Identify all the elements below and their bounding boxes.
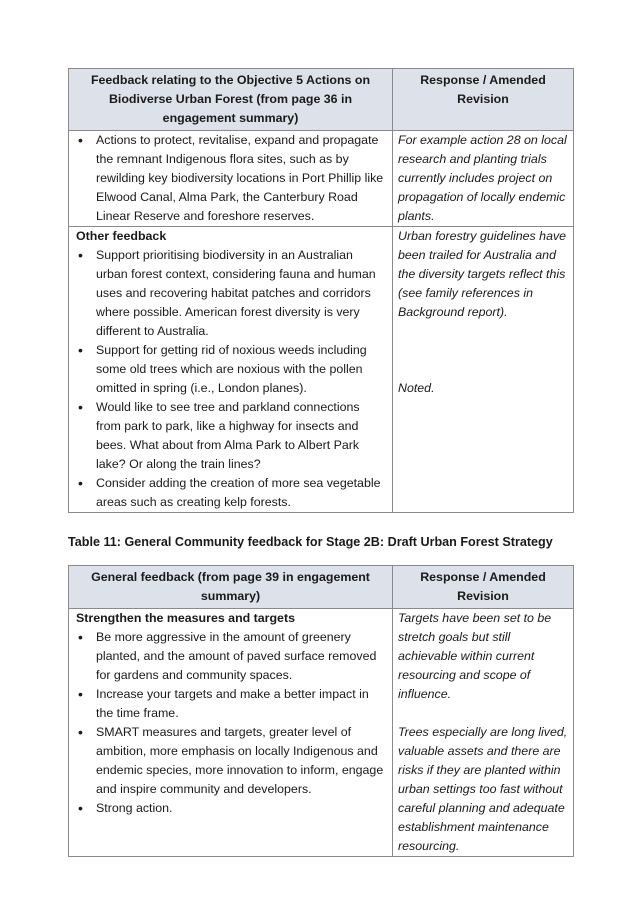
feedback-cell — [69, 609, 393, 857]
response-text: For example action 28 on local research and planting trials currently includes project on propagation of locally endemic plants. — [398, 133, 567, 223]
objective-5-feedback-table — [68, 68, 574, 513]
response-cell — [393, 131, 574, 227]
table-row — [69, 609, 574, 857]
list-item: • Actions to protect, revitalise, expand and propagate the remnant Indigenous flora sites, such as by rewilding key biodiversity locations in Port Phillip like Elwood Canal, Alma Park, the Canterbury Road Linear Reserve and foreshore reserves. — [74, 131, 387, 226]
response-column-header: Response / Amended Revision — [393, 566, 574, 609]
list-item: • Consider adding the creation of more sea vegetable areas such as creating kelp forests. — [74, 474, 387, 512]
response-column-header: Response / Amended Revision — [393, 69, 574, 131]
table-row — [69, 227, 574, 513]
feedback-list — [74, 131, 387, 226]
response-text: Targets have been set to be stretch goals but still achievable within current resourcing and scope of influence. — [398, 611, 552, 701]
response-text: Trees especially are long lived, valuable assets and there are risks if they are planted within urban settings too fast without careful planning and adequate establishment maintenance resourcing. — [398, 725, 568, 853]
response-text: Urban forestry guidelines have been trailed for Australia and the diversity targets reflect this (see family references in Background report). — [398, 229, 567, 319]
feedback-column-header: Feedback relating to the Objective 5 Actions on Biodiverse Urban Forest (from page 36 in engagement summary) — [69, 69, 393, 131]
group-heading: Other feedback — [76, 229, 167, 243]
list-item: • Support for getting rid of noxious weeds including some old trees which are noxious with the pollen omitted in spring (i.e., London planes). — [74, 341, 387, 398]
group-heading: Strengthen the measures and targets — [76, 611, 295, 625]
response-cell — [393, 609, 574, 857]
table-header-row — [69, 69, 574, 131]
feedback-cell — [69, 227, 393, 513]
feedback-list — [74, 628, 387, 818]
list-item: • SMART measures and targets, greater level of ambition, more emphasis on locally Indigenous and endemic species, more innovation to inform, engage and inspire community and developers. — [74, 723, 387, 799]
response-cell — [393, 227, 574, 513]
list-item: • Support prioritising biodiversity in an Australian urban forest context, considering fauna and human uses and recovering habitat patches and corridors where possible. American forest diversity is very different to Australia. — [74, 246, 387, 341]
table-caption: Table 11: General Community feedback for Stage 2B: Draft Urban Forest Strategy — [68, 535, 553, 549]
feedback-cell — [69, 131, 393, 227]
list-item: • Increase your targets and make a better impact in the time frame. — [74, 685, 387, 723]
response-text: Noted. — [398, 381, 435, 395]
list-item: • Strong action. — [74, 799, 387, 818]
list-item: • Be more aggressive in the amount of greenery planted, and the amount of paved surface removed for gardens and community spaces. — [74, 628, 387, 685]
feedback-list — [74, 246, 387, 512]
table-header-row — [69, 566, 574, 609]
general-feedback-table — [68, 565, 574, 857]
list-item: • Would like to see tree and parkland connections from park to park, like a highway for insects and bees. What about from Alma Park to Albert Park lake? Or along the train lines? — [74, 398, 387, 474]
feedback-column-header: General feedback (from page 39 in engagement summary) — [69, 566, 393, 609]
table-row — [69, 131, 574, 227]
